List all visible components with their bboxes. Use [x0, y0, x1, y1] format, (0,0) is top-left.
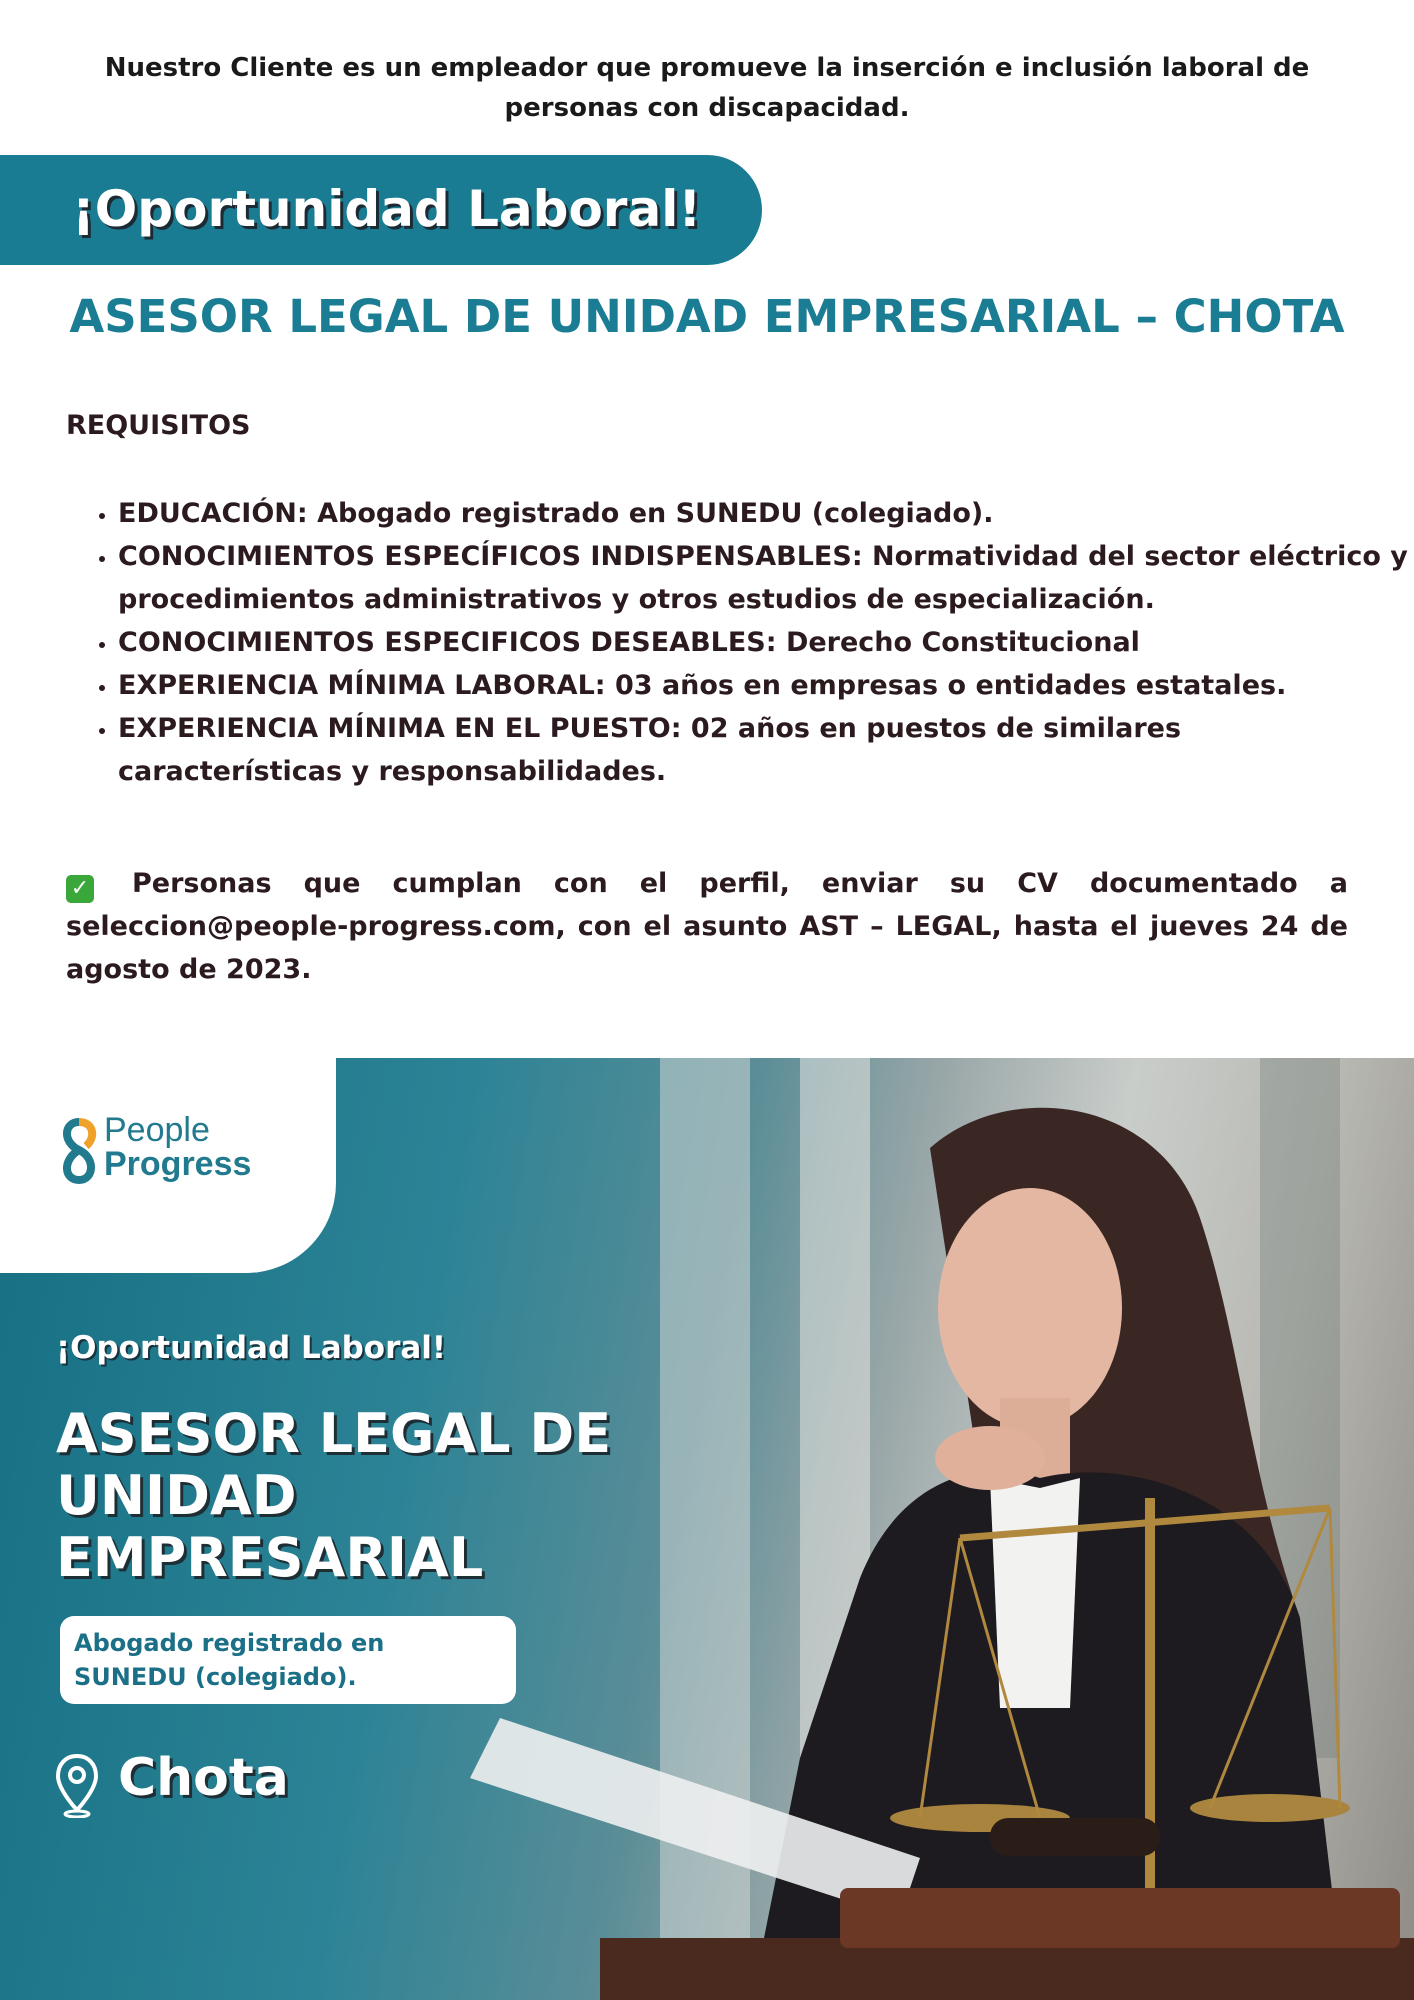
- application-note: [66, 862, 1348, 991]
- promo-banner: [0, 1058, 1414, 2000]
- banner-title: ASESOR LEGAL DE UNIDAD EMPRESARIAL: [56, 1402, 612, 1589]
- logo-wordmark: [104, 1113, 251, 1181]
- banner-requirement-pill: Abogado registrado en SUNEDU (colegiado).: [60, 1616, 516, 1704]
- logo-line-progress: Progress: [104, 1145, 252, 1183]
- logo-line-people: People: [104, 1111, 210, 1149]
- intro-text: Nuestro Cliente es un empleador que promueve la inserción e inclusión laboral de personas con discapacidad.: [104, 53, 1310, 123]
- list-item: • EXPERIENCIA MÍNIMA EN EL PUESTO: 02 años en puestos de similares características y responsabilidades.: [118, 707, 1408, 793]
- list-item: • CONOCIMIENTOS ESPECIFICOS DESEABLES: Derecho Constitucional: [118, 621, 1408, 664]
- check-mark-icon: ✓: [66, 875, 94, 903]
- logo-card: [0, 1058, 336, 1273]
- application-note-text: Personas que cumplan con el perfil, enviar su CV documentado a seleccion@people-progress.com, con el asunto AST – LEGAL, hasta el jueves 24 de agosto de 2023.: [66, 868, 1348, 985]
- requirements-list: [66, 492, 1408, 793]
- location-pin-icon: [54, 1752, 100, 1818]
- ribbon-text: ¡Oportunidad Laboral!: [72, 180, 702, 238]
- people-progress-logo-icon: [56, 1116, 102, 1186]
- requirements-heading: REQUISITOS: [66, 410, 251, 441]
- list-item: • EDUCACIÓN: Abogado registrado en SUNEDU (colegiado).: [118, 492, 1408, 535]
- opportunity-ribbon: [0, 155, 762, 265]
- list-item: • CONOCIMIENTOS ESPECÍFICOS INDISPENSABLES: Normatividad del sector eléctrico y procedimientos administrativos y otros estudios de especialización.: [118, 535, 1408, 621]
- job-title: ASESOR LEGAL DE UNIDAD EMPRESARIAL – CHOTA: [69, 290, 1345, 343]
- banner-subtitle: ¡Oportunidad Laboral!: [56, 1330, 447, 1366]
- banner-location: Chota: [118, 1748, 289, 1808]
- list-item: • EXPERIENCIA MÍNIMA LABORAL: 03 años en empresas o entidades estatales.: [118, 664, 1408, 707]
